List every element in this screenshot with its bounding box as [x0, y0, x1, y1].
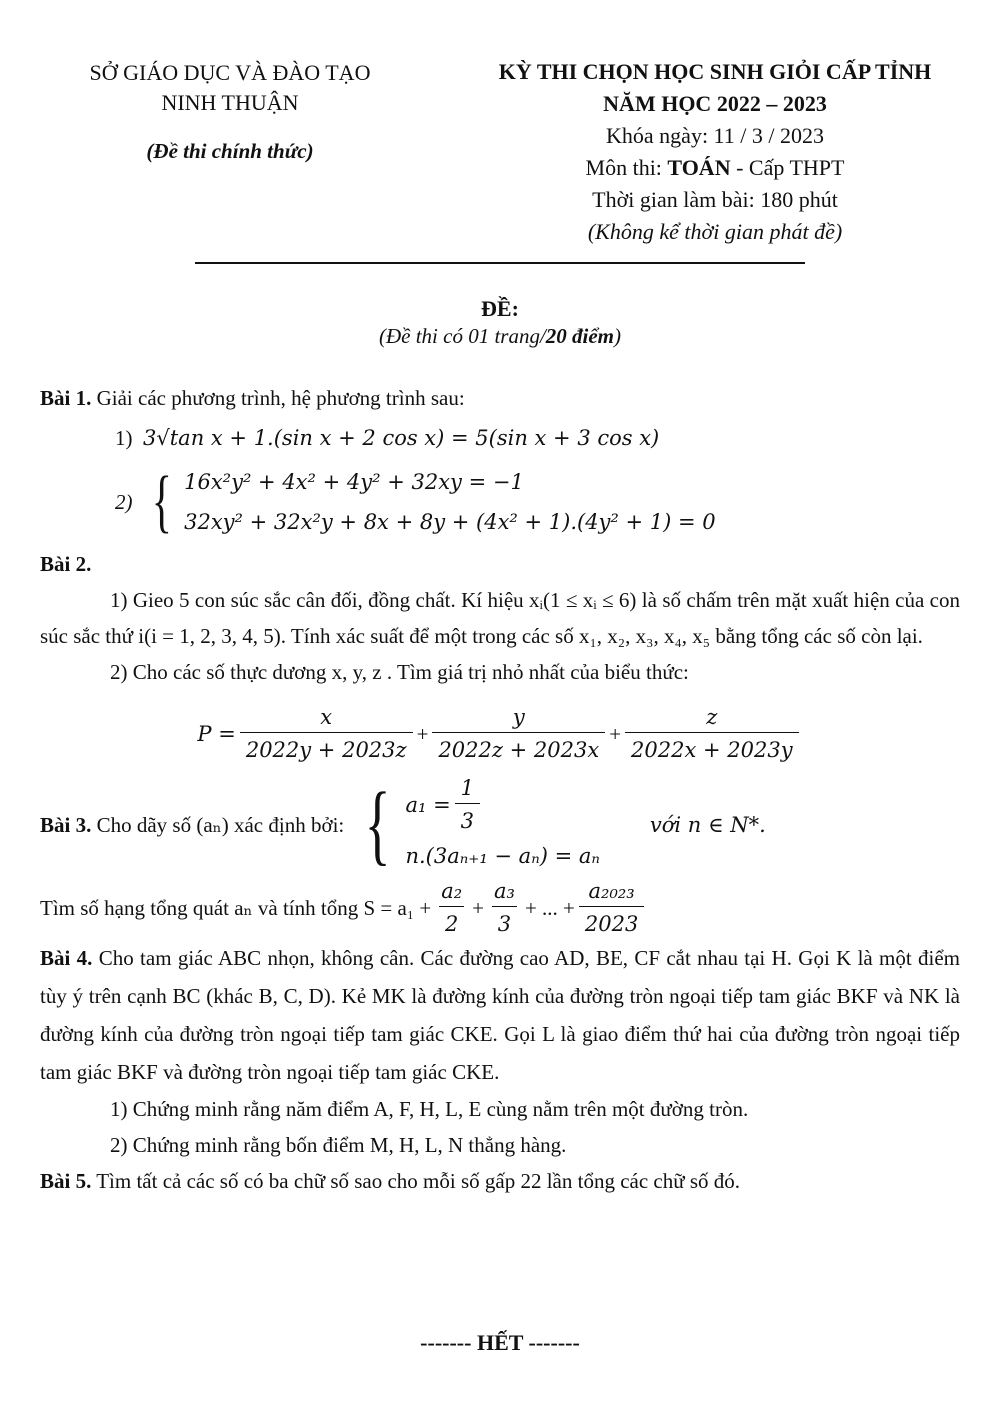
exam-title: KỲ THI CHỌN HỌC SINH GIỎI CẤP TỈNH: [498, 59, 932, 84]
sequence-brace: {: [364, 774, 391, 874]
bai2-part2: 2) Cho các số thực dương x, y, z . Tìm giá trị nhỏ nhất của biểu thức:: [110, 660, 689, 684]
bai4-text: Bài 4. Cho tam giác ABC nhọn, không cân. Các đường cao AD, BE, CF cắt nhau tại H. Gọi K là một điểm tùy ý trên cạnh BC (khác B, C, D). Kẻ MK là đường kính của đường tròn ngoại tiếp tam giác BKF và NK là đường kính của đường tròn ngoại tiếp tam giác CKE. Gọi L là giao điểm thứ hai của đường tròn ngoại tiếp tam giác BKF và đường tròn ngoại tiếp tam giác CKE.: [40, 946, 960, 1084]
fraction-2: $\frac{y}{2022z + 2023x}$: [432, 702, 605, 765]
bai1-label: Bài 1.: [40, 386, 92, 410]
exam-date: Khóa ngày: 11 / 3 / 2023: [606, 123, 824, 148]
de-subtitle: (Đề thi có 01 trang/20 điểm): [378, 324, 622, 348]
sequence-condition: với n ∈ N*.: [649, 812, 766, 837]
bai3-question: Tìm số hạng tổng quát aₙ và tính tổng S = a₁ + $\frac{\text{a₂}}{2}$ + $\frac{\text{a₃}}{3}$ + ... + $\frac{\text{a₂₀₂₃}}{2023}$: [40, 876, 960, 939]
header-right: [450, 56, 980, 248]
fraction-1: $\frac{x}{2022y + 2023z}$: [240, 702, 413, 765]
bai3-label: Bài 3.: [40, 812, 92, 837]
bai4-item1: 1) Chứng minh rằng năm điểm A, F, H, L, E cùng nằm trên một đường tròn.: [110, 1097, 749, 1121]
bai2-label: Bài 2.: [40, 552, 92, 576]
school-year: NĂM HỌC 2022 – 2023: [603, 91, 827, 116]
duration-note: (Không kể thời gian phát đề): [587, 219, 843, 244]
bai5-text: Bài 5. Tìm tất cả các số có ba chữ số sao cho mỗi số gấp 22 lần tổng các chữ số đó.: [40, 1169, 741, 1193]
bai3-definition: Bài 3. Cho dãy số (aₙ) xác định bởi: { a₁ = $\frac{1}{3}$ n.(3aₙ₊₁ − aₙ) = aₙ với n ∈ N*.: [40, 773, 960, 876]
exam-subject: [450, 152, 980, 184]
exam-content: [40, 380, 960, 1199]
subject-name: TOÁN: [667, 155, 731, 180]
bai4-label: Bài 4.: [40, 946, 93, 970]
sequence-recurrence: n.(3aₙ₊₁ − aₙ) = aₙ: [405, 844, 600, 868]
bai5-label: Bài 5.: [40, 1169, 92, 1193]
fraction-3: $\frac{z}{2022x + 2023y}$: [625, 702, 799, 765]
bai2-part1: 1) Gieo 5 con súc sắc cân đối, đồng chất. Kí hiệu xᵢ(1 ≤ xᵢ ≤ 6) là số chấm trên mặt xuất hiện của con súc sắc thứ i(i = 1, 2, 3, 4, 5). Tính xác suất để một trong các số x₁, x₂, x₃, x₄, x₅ bằng tổng các số còn lại.: [40, 588, 960, 648]
bai1-equation: 3√tan x + 1.(sin x + 2 cos x) = 5(sin x + 3 cos x): [143, 426, 660, 450]
bai1-intro: Bài 1. Giải các phương trình, hệ phương trình sau:: [40, 386, 465, 410]
system-eq2: 32xy² + 32x²y + 8x + 8y + (4x² + 1).(4y² + 1) = 0: [184, 510, 716, 534]
end-marker: ------- HẾT -------: [420, 1330, 580, 1355]
exam-duration: Thời gian làm bài: 180 phút: [592, 187, 838, 212]
department-name: SỞ GIÁO DỤC VÀ ĐÀO TẠO: [89, 60, 371, 85]
header-left: [50, 58, 410, 166]
bai2-heading: [40, 546, 960, 582]
de-title: ĐỀ:: [481, 296, 519, 321]
system-eq1: 16x²y² + 4x² + 4y² + 32xy = −1: [184, 470, 524, 494]
bai1-item1: 1) 3√tan x + 1.(sin x + 2 cos x) = 5(sin x + 3 cos x): [115, 426, 660, 450]
subject-prefix: Môn thi:: [585, 155, 662, 180]
bai4-item2: 2) Chứng minh rằng bốn điểm M, H, L, N thẳng hàng.: [110, 1133, 567, 1157]
bai2-expression: P = $\frac{x}{2022y + 2023z}$ + $\frac{y}{2022z + 2023x}$ + $\frac{z}{2022x + 2023y}$: [40, 702, 960, 765]
header-divider: [195, 262, 805, 264]
province-name: NINH THUẬN: [161, 90, 299, 115]
official-exam-label: (Đề thi chính thức): [146, 139, 314, 163]
bai1-item2-system: 2) { 16x²y² + 4x² + 4y² + 32xy = −1 32xy² + 32x²y + 8x + 8y + (4x² + 1).(4y² + 1) = 0: [115, 463, 716, 540]
subject-level: - Cấp THPT: [736, 155, 845, 180]
sequence-init: a₁ = $\frac{1}{3}$: [405, 773, 599, 836]
system-brace: {: [151, 463, 172, 540]
